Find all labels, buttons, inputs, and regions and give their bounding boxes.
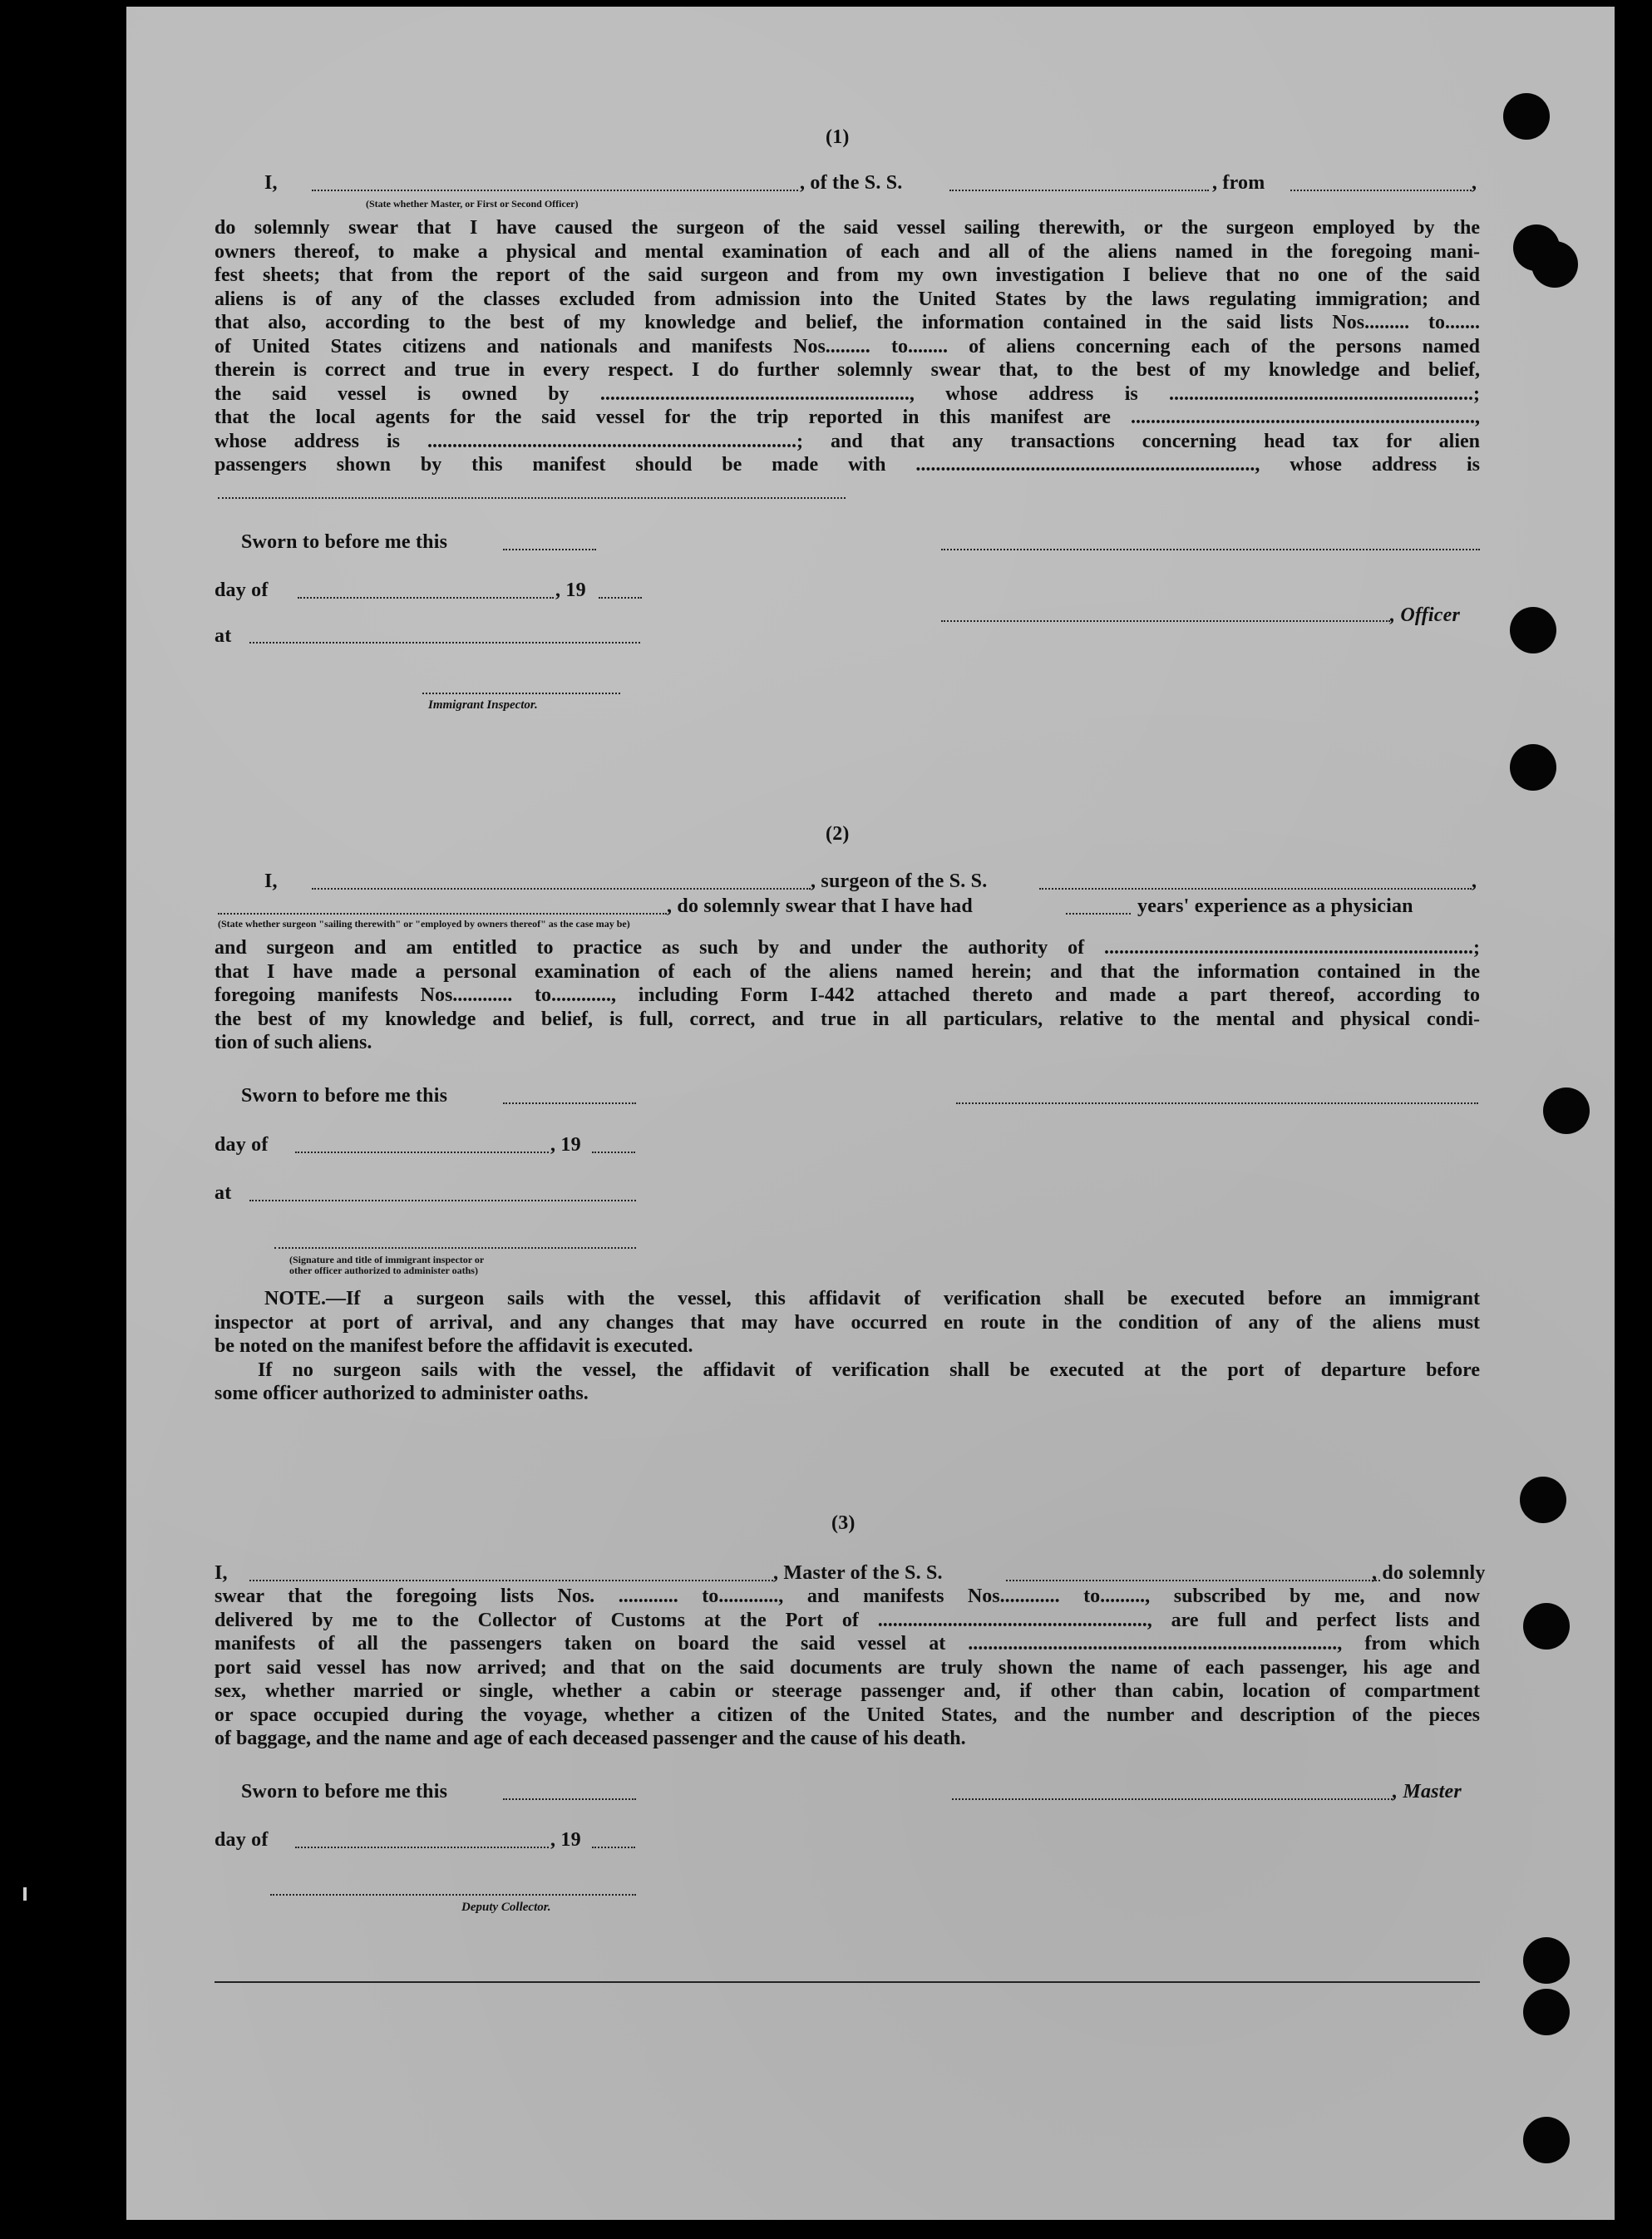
oath-line: manifests of all the passengers taken on board the said vessel at .........................................................................., from which [215, 1633, 1480, 1655]
surgeon-name-field[interactable] [312, 888, 811, 890]
master-vessel-field[interactable] [1006, 1580, 1380, 1581]
surgeon-of-label: , surgeon of the S. S. [811, 870, 988, 892]
from-label: , from [1212, 172, 1265, 194]
oath-line: and surgeon and am entitled to practice as such by and under the authority of ..........................................................................; [215, 937, 1480, 959]
note-line [215, 1287, 1480, 1311]
line-end-comma: , [1472, 870, 1477, 892]
of-the-ss-label: , of the S. S. [800, 172, 903, 194]
note2-first: If no surgeon sails with the vessel, the affidavit of verification shall be executed at the port of departure before [258, 1359, 1480, 1381]
master-prefix: I, [215, 1562, 228, 1584]
at-place-field[interactable] [249, 1200, 636, 1201]
from-port-field[interactable] [1290, 190, 1472, 191]
officer-signature-line-top[interactable] [941, 549, 1480, 550]
surgeon-status-field[interactable] [218, 913, 667, 915]
master-of-label: , Master of the S. S. [773, 1562, 943, 1584]
do-solemnly-label: , do solemnly [1372, 1562, 1486, 1584]
punch-hole [1523, 1937, 1570, 1984]
years-experience-label: years' experience as a physician [1137, 895, 1413, 917]
section-1-oath-text [215, 216, 1480, 477]
signature-note-line-2: other officer authorized to administer oaths) [289, 1265, 478, 1276]
master-name-field[interactable] [249, 1580, 773, 1581]
section-2-number: (2) [826, 823, 850, 845]
immigrant-inspector-label: Immigrant Inspector. [428, 698, 538, 712]
surgeon-status-note: (State whether surgeon "sailing therewith" or "employed by owners thereof" as the case may be) [218, 918, 630, 930]
day-of-label: day of [215, 579, 269, 601]
section-1-number: (1) [826, 126, 850, 148]
oath-line: the said vessel is owned by .............................................................., whose address is .............................................................; [215, 382, 1480, 405]
note-label: NOTE. [264, 1288, 327, 1309]
officer-label: , Officer [1390, 604, 1460, 626]
note-line: inspector at port of arrival, and any changes that may have occurred en route in the condition of any of the aliens must [215, 1311, 1480, 1334]
sworn-day-field[interactable] [503, 1798, 636, 1800]
affiant-name-field[interactable] [312, 190, 798, 191]
day-of-month-field[interactable] [298, 597, 554, 599]
oath-line: fest sheets; that from the report of the said surgeon and from my own investigation I believe that no one of the said [215, 264, 1480, 286]
officer-signature-field[interactable] [941, 620, 1390, 622]
bottom-rule [215, 1981, 1480, 1983]
sworn-day-field[interactable] [503, 1102, 636, 1104]
oath-line: delivered by me to the Collector of Customs at the Port of ......................................................, are full and perfect lists and [215, 1609, 1480, 1631]
year-field[interactable] [592, 1847, 635, 1848]
line-end-comma: , [1472, 172, 1477, 194]
year-label: , 19 [555, 579, 586, 601]
day-of-label: day of [215, 1829, 269, 1851]
oath-line: aliens is of any of the classes excluded from admission into the United States by the laws regulating immigration; and [215, 288, 1480, 310]
day-of-label: day of [215, 1134, 269, 1156]
year-label: , 19 [550, 1134, 581, 1156]
deputy-collector-label: Deputy Collector. [461, 1901, 551, 1914]
sworn-label: Sworn to before me this [241, 531, 448, 553]
oath-line: of United States citizens and nationals and manifests Nos......... to........ of aliens concerning each of the persons named [215, 335, 1480, 358]
punch-hole [1520, 1477, 1566, 1523]
deputy-collector-signature-field[interactable] [270, 1894, 636, 1896]
note-line: be noted on the manifest before the affidavit is executed. [215, 1335, 693, 1357]
oath-line: swear that the foregoing lists Nos. ............ to............, and manifests Nos............ to........., subscribed by me, and now [215, 1586, 1480, 1607]
at-label: at [215, 1182, 232, 1204]
note-line [215, 1359, 1480, 1383]
at-place-field[interactable] [249, 642, 640, 644]
master-signature-field[interactable] [952, 1798, 1393, 1800]
year-field[interactable] [599, 597, 642, 599]
oath-line: do solemnly swear that I have caused the surgeon of the said vessel sailing therewith, or the surgeon employed by the [215, 217, 1480, 239]
year-field[interactable] [592, 1152, 635, 1153]
at-label: at [215, 625, 232, 647]
punch-hole [1510, 607, 1556, 653]
inspector-signature-line[interactable] [956, 1102, 1478, 1104]
oath-line: sex, whether married or single, whether a cabin or steerage passenger and, if other than cabin, location of compartment [215, 1680, 1480, 1702]
oath-line: or space occupied during the voyage, whether a citizen of the United States, and the number and description of the pieces [215, 1704, 1480, 1726]
oath-line: owners thereof, to make a physical and mental examination of each and all of the aliens named in the foregoing mani- [215, 240, 1480, 263]
affiant-prefix: I, [264, 172, 278, 194]
punch-hole [1531, 241, 1578, 288]
punch-hole [1543, 1087, 1590, 1134]
do-solemnly-label: , do solemnly swear that I have had [667, 895, 973, 917]
master-label: , Master [1393, 1781, 1462, 1803]
sworn-label: Sworn to before me this [241, 1085, 448, 1107]
punch-hole [1523, 2117, 1570, 2163]
day-of-month-field[interactable] [295, 1847, 549, 1848]
oath-line: port said vessel has now arrived; and that on the said documents are truly shown the name of each passenger, his age and [215, 1656, 1480, 1679]
scan-artifact [23, 1887, 27, 1901]
extra-address-line[interactable] [218, 497, 846, 499]
oath-line: that I have made a personal examination of each of the aliens named herein; and that the information contained in the [215, 960, 1480, 983]
signature-note-line-1: (Signature and title of immigrant inspector or [289, 1254, 485, 1265]
officer-rank-note: (State whether Master, or First or Second Officer) [366, 198, 579, 210]
punch-hole [1523, 1603, 1570, 1650]
oath-line: therein is correct and true in every respect. I do further solemnly swear that, to the best of my knowledge and belief, [215, 359, 1480, 381]
punch-hole [1503, 93, 1550, 140]
oath-line: foregoing manifests Nos............ to............, including Form I-442 attached thereto and made a part thereof, according to [215, 984, 1480, 1006]
oath-line: that also, according to the best of my knowledge and belief, the information contained in the said lists Nos......... to....... [215, 312, 1480, 333]
note-line: some officer authorized to administer oaths. [215, 1383, 589, 1404]
section-3-number: (3) [831, 1512, 856, 1534]
vessel-name-field[interactable] [949, 190, 1209, 191]
sworn-day-field[interactable] [503, 549, 596, 550]
surgeon-vessel-field[interactable] [1039, 888, 1472, 890]
sworn-label: Sworn to before me this [241, 1781, 448, 1803]
punch-hole [1523, 1989, 1570, 2035]
surgeon-prefix: I, [264, 870, 278, 892]
section-2-note [215, 1287, 1480, 1406]
day-of-month-field[interactable] [295, 1152, 549, 1153]
note-text: —If a surgeon sails with the vessel, this affidavit of verification shall be executed before an immigrant [326, 1288, 1480, 1309]
section-2-oath-text [215, 936, 1480, 1055]
oath-line: that the local agents for the said vessel for the trip reported in this manifest are ....................................................................., [215, 407, 1480, 428]
oath-line: tion of such aliens. [215, 1032, 372, 1053]
oath-line: the best of my knowledge and belief, is full, correct, and true in all particulars, relative to the mental and physical condi- [215, 1008, 1480, 1030]
signature-title-field[interactable] [274, 1247, 636, 1249]
years-field[interactable] [1066, 913, 1131, 915]
year-label: , 19 [550, 1829, 581, 1851]
oath-line: of baggage, and the name and age of each deceased passenger and the cause of his death. [215, 1728, 966, 1749]
punch-hole [1510, 744, 1556, 791]
oath-line: passengers shown by this manifest should be made with ...................................................................., whose address is [215, 454, 1480, 476]
section-3-oath-text [215, 1585, 1480, 1751]
oath-line: whose address is ..........................................................................; and that any transactions concerning head tax for alien [215, 430, 1480, 452]
inspector-signature-field[interactable] [422, 693, 620, 694]
